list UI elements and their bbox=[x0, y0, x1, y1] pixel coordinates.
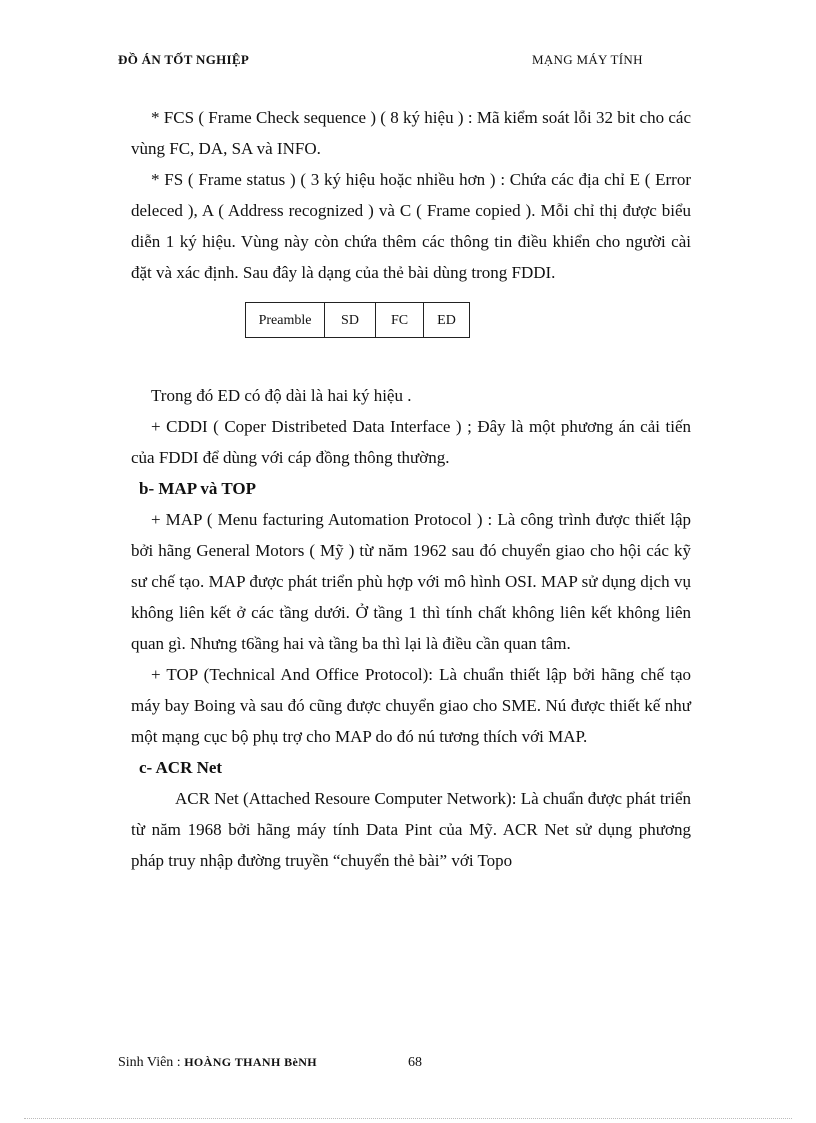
frame-cell-sd: SD bbox=[325, 303, 376, 338]
footer-student bbox=[118, 1055, 317, 1071]
paragraph-acr-net: ACR Net (Attached Resoure Computer Network): Là chuẩn được phát triển từ năm 1968 bởi hãng máy tính Data Pint của Mỹ. ACR Net sử dụng phương pháp truy nhập đường truyền “chuyển thẻ bài” với Topo bbox=[131, 789, 691, 870]
frame-cell-fc: FC bbox=[376, 303, 424, 338]
frame-cell-ed: ED bbox=[424, 303, 470, 338]
header-left-title: ĐỒ ÁN TỐT NGHIỆP bbox=[118, 52, 250, 67]
paragraph-top: + TOP (Technical And Office Protocol): Là chuẩn thiết lập bởi hãng chế tạo máy bay Boing và sau đó cũng được chuyển giao cho SME. Nú được thiết kế như một mạng cục bộ phụ trợ cho MAP do đó nú tương thích với MAP. bbox=[131, 665, 691, 746]
page-number: 68 bbox=[408, 1055, 422, 1070]
paragraph-fcs: * FCS ( Frame Check sequence ) ( 8 ký hiệu ) : Mã kiểm soát lỗi 32 bit cho các vùng FC, DA, SA và INFO. bbox=[131, 108, 691, 158]
heading-map-top: b- MAP và TOP bbox=[139, 479, 256, 498]
footer-student-name: HOÀNG THANH BèNH bbox=[184, 1055, 318, 1069]
paragraph-cddi: + CDDI ( Coper Distribeted Data Interface ) ; Đây là một phương án cải tiến của FDDI để dùng với cáp đồng thông thường. bbox=[131, 417, 691, 467]
frame-cell-preamble: Preamble bbox=[246, 303, 325, 338]
paragraph-map: + MAP ( Menu facturing Automation Protocol ) : Là công trình được thiết lập bởi hãng General Motors ( Mỹ ) từ năm 1962 sau đó chuyển giao cho hội các kỹ sư chế tạo. MAP được phát triển phù hợp với mô hình OSI. MAP sử dụng dịch vụ không liên kết ở các tầng dưới. Ở tầng 1 thì tính chất không liên kết không liên quan gì. Nhưng t6ầng hai và tầng ba thì lại là điều cần quan tâm. bbox=[131, 510, 691, 653]
token-frame-table bbox=[245, 302, 470, 338]
token-frame-figure bbox=[131, 288, 691, 380]
footer-label: Sinh Viên : bbox=[118, 1055, 185, 1070]
header-right-title: MẠNG MÁY TÍNH bbox=[532, 52, 643, 67]
heading-acr-net: c- ACR Net bbox=[139, 758, 223, 777]
page-bottom-divider bbox=[24, 1118, 792, 1119]
paragraph-fs: * FS ( Frame status ) ( 3 ký hiệu hoặc nhiều hơn ) : Chứa các địa chỉ E ( Error deleced ), A ( Address recognized ) và C ( Frame copied ). Mỗi chỉ thị được biểu diễn 1 ký hiệu. Vùng này còn chứa thêm các thông tin điều khiển cho người cài đặt và xác định. Sau đây là dạng của thẻ bài dùng trong FDDI. bbox=[131, 170, 691, 282]
document-body bbox=[131, 102, 691, 876]
paragraph-ed-length: Trong đó ED có độ dài là hai ký hiệu . bbox=[151, 386, 412, 405]
